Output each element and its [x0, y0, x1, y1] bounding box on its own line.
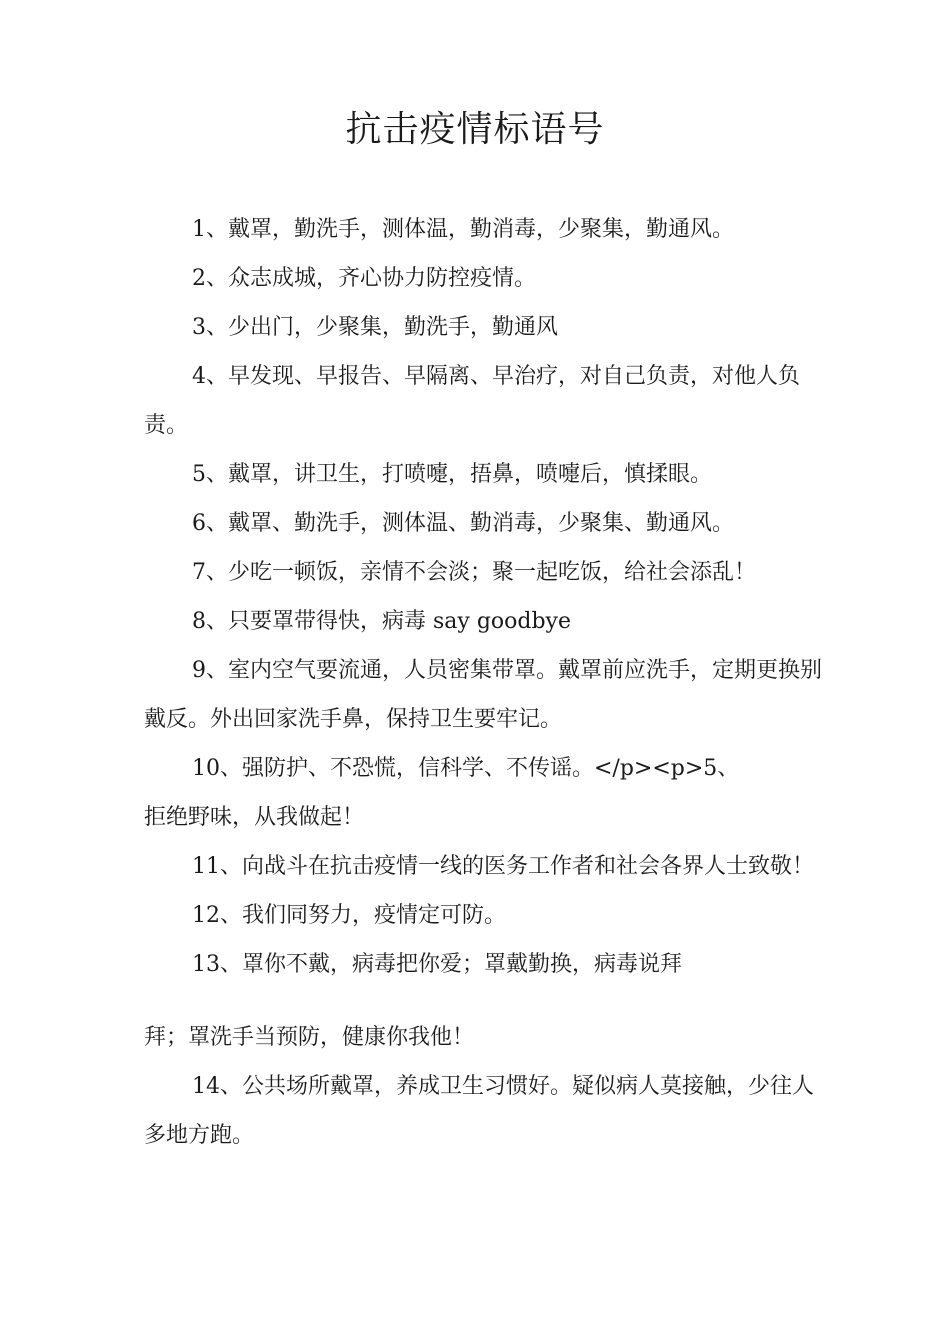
slogan-5: 5、戴罩，讲卫生，打喷嚏，捂鼻，喷嚏后，慎揉眼。: [192, 462, 712, 487]
slogan-10-continued: 拒绝野味，从我做起！: [144, 805, 365, 830]
document-body: [144, 205, 824, 1160]
slogan-13-continued: 拜；罩洗手当预防，健康你我他！: [144, 1025, 475, 1050]
slogan-4: 4、早发现、早报告、早隔离、早治疗，对自己负责，对他人负责。: [144, 364, 800, 438]
slogan-13: 13、罩你不戴，病毒把你爱；罩戴勤换，病毒说拜: [192, 952, 682, 977]
slogan-14: 14、公共场所戴罩，养成卫生习惯好。疑似病人莫接触，少往人多地方跑。: [144, 1074, 814, 1148]
slogan-11: 11、向战斗在抗击疫情一线的医务工作者和社会各界人士致敬！: [192, 854, 814, 879]
slogan-6: 6、戴罩、勤洗手，测体温、勤消毒，少聚集、勤通风。: [192, 511, 734, 536]
slogan-7: 7、少吃一顿饭，亲情不会淡；聚一起吃饭，给社会添乱！: [192, 560, 756, 585]
document-title: 抗击疫情标语号: [345, 109, 605, 150]
slogan-12: 12、我们同努力，疫情定可防。: [192, 903, 506, 928]
slogan-2: 2、众志成城，齐心协力防控疫情。: [192, 266, 536, 291]
slogan-10: 10、强防护、不恐慌，信科学、不传谣。</p><p>5、: [192, 756, 740, 781]
slogan-3: 3、少出门，少聚集，勤洗手，勤通风: [192, 315, 558, 340]
slogan-9: 9、室内空气要流通，人员密集带罩。戴罩前应洗手，定期更换别戴反。外出回家洗手鼻，保持卫生要牢记。: [144, 658, 822, 732]
slogan-8: 8、只要罩带得快，病毒 say goodbye: [192, 609, 572, 634]
slogan-1: 1、戴罩，勤洗手，测体温，勤消毒，少聚集，勤通风。: [192, 217, 734, 242]
